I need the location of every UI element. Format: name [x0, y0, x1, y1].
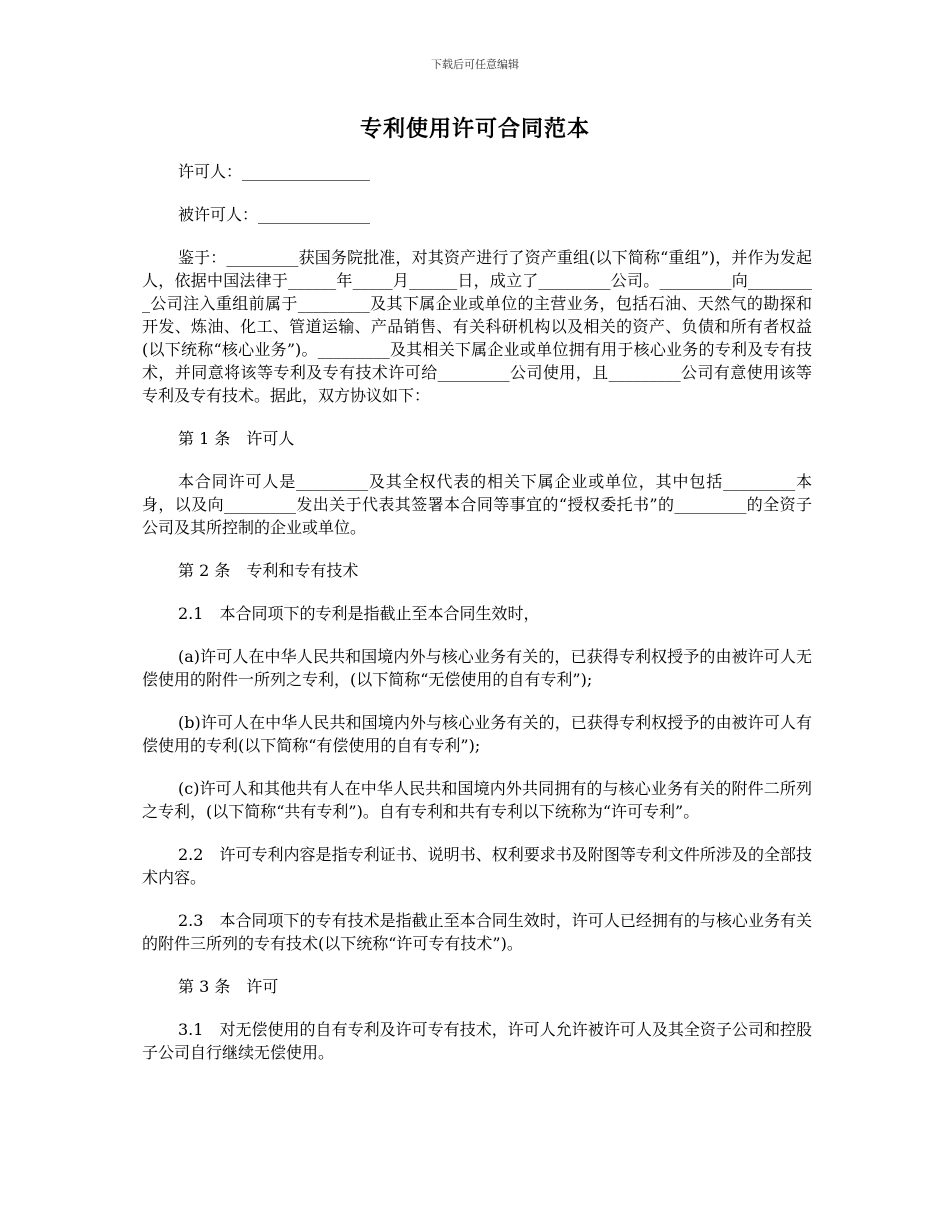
recital-paragraph: 鉴于：_________获国务院批准，对其资产进行了资产重组(以下简称“重组”)，并作为发起人，依据中国法律于______年_____月______日，成立了_________公司。_________向_________公司注入重组前属于_________及其下属企业或单位的主营业务，包括石油、天然气的勘探和开发、炼油、化工、管道运输、产品销售、有关科研机构以及相关的资产、负债和所有者权益(以下统称“核心业务”)。_________及其相关下属企业或单位拥有用于核心业务的专利及专有技术，并同意将该等专利及专有技术许可给_________公司使用，且_________公司有意使用该等专利及专有技术。据此，双方协议如下：	[142, 248, 812, 405]
page-header-note: 下载后可任意编辑	[431, 58, 519, 71]
article-3-heading: 第 3 条 许可	[178, 977, 279, 996]
article-1-paragraph: 本合同许可人是_________及其全权代表的相关下属企业或单位，其中包括_________本身，以及向_________发出关于代表其签署本合同等事宜的“授权委托书”的_________的全资子公司及其所控制的企业或单位。	[142, 472, 812, 537]
clause-3-1: 3.1 对无偿使用的自有专利及许可专有技术，许可人允许被许可人及其全资子公司和控股子公司自行继续无偿使用。	[142, 1020, 812, 1062]
clause-2-3: 2.3 本合同项下的专有技术是指截止至本合同生效时，许可人已经拥有的与核心业务有关的附件三所列的专有技术(以下统称“许可专有技术”)。	[142, 911, 812, 953]
clause-2-2: 2.2 许可专利内容是指专利证书、说明书、权利要求书及附图等专利文件所涉及的全部技术内容。	[142, 845, 812, 887]
article-1-heading: 第 1 条 许可人	[178, 429, 295, 448]
clause-2-1-b: (b)许可人在中华人民共和国境内外与核心业务有关的，已获得专利权授予的由被许可人有偿使用的专利(以下简称“有偿使用的自有专利”);	[142, 713, 812, 755]
clause-2-1: 2.1 本合同项下的专利是指截止至本合同生效时，	[178, 604, 540, 623]
article-2-heading: 第 2 条 专利和专有技术	[178, 561, 359, 580]
document-body	[142, 160, 812, 1084]
licensee-line: 被许可人：______________	[178, 205, 371, 224]
clause-2-1-c: (c)许可人和其他共有人在中华人民共和国境内外共同拥有的与核心业务有关的附件二所列之专利，(以下简称“共有专利”)。自有专利和共有专利以下统称为“许可专利”。	[142, 779, 812, 821]
licensor-line: 许可人：________________	[178, 162, 371, 181]
clause-2-1-a: (a)许可人在中华人民共和国境内外与核心业务有关的，已获得专利权授予的由被许可人无偿使用的附件一所列之专利，(以下简称“无偿使用的自有专利”);	[142, 647, 812, 689]
document-title: 专利使用许可合同范本	[359, 116, 590, 142]
